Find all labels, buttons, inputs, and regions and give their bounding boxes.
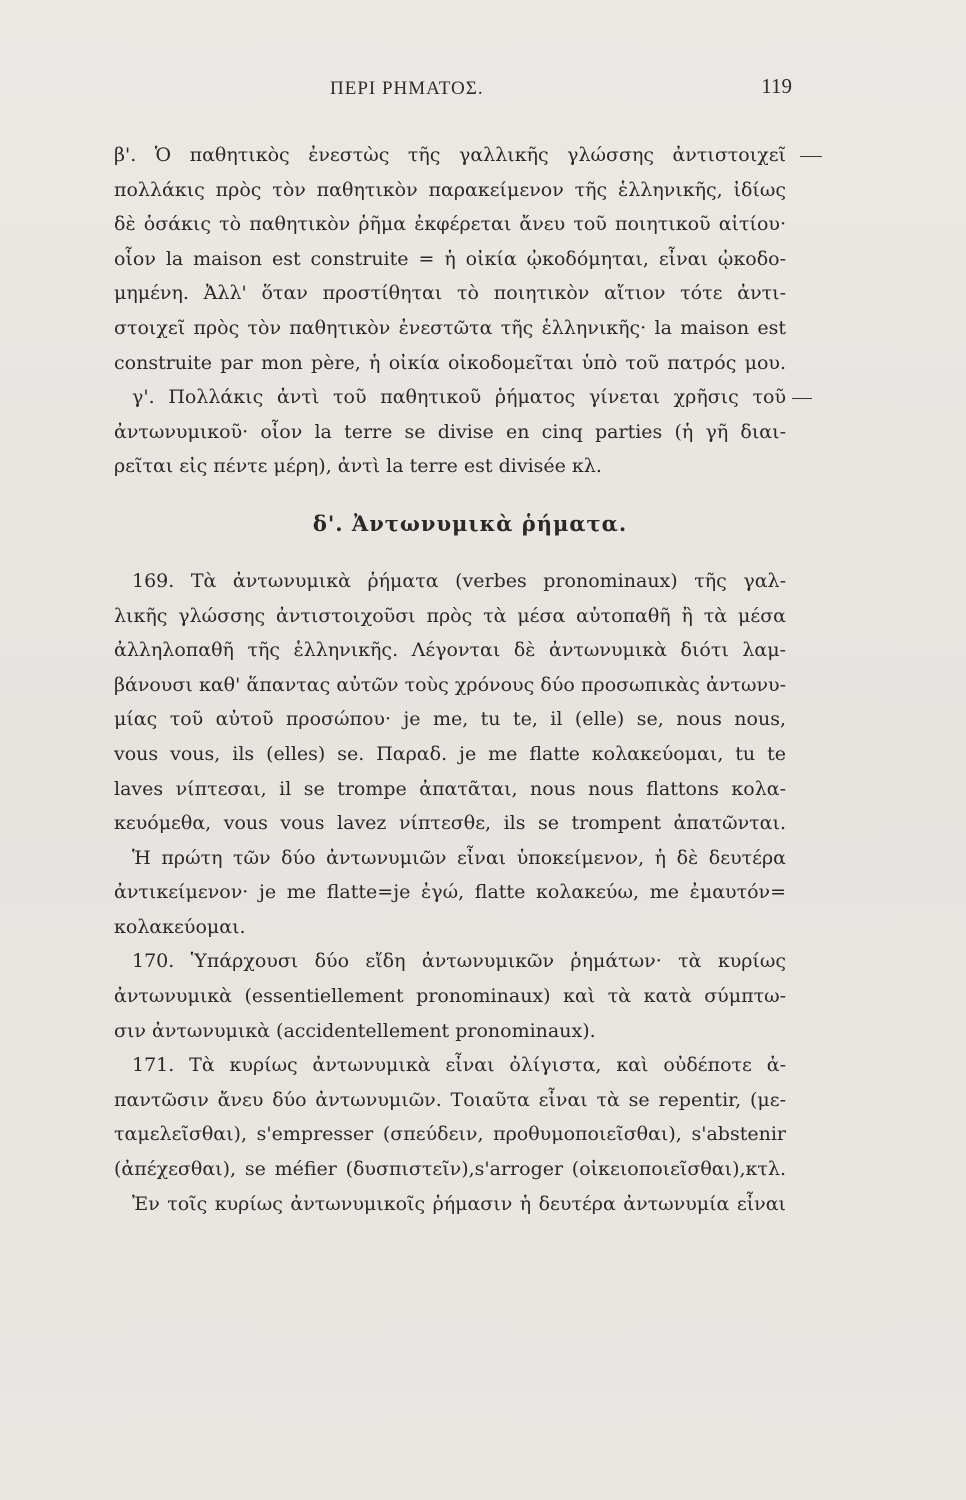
text-line: κευόμεθα, vous vous lavez νίπτεσθε, ils se trompent ἀπατῶνται. (114, 812, 786, 835)
text-line: Ἡ πρώτη τῶν δύο ἀντωνυμιῶν εἶναι ὑποκείμενον, ἡ δὲ δευτέρα (132, 846, 786, 869)
text-line: μίας τοῦ αὐτοῦ προσώπου· je me, tu te, il (elle) se, nous nous, (114, 708, 786, 731)
paragraph-169 (114, 564, 786, 945)
paragraph-b (114, 138, 786, 380)
text-line: (ἀπέχεσθαι), se méfier (δυσπιστεῖν),s'arroger (οἰκειοποιεῖσθαι),κτλ. (114, 1158, 786, 1181)
text-line: β'. Ὁ παθητικὸς ἐνεστὼς τῆς γαλλικῆς γλώσσης ἀντιστοιχεῖ (114, 144, 786, 166)
text-line: ρεῖται εἰς πέντε μέρη), ἀντὶ la terre est divisée κλ. (114, 455, 602, 478)
text-line: laves νίπτεσαι, il se trompe ἀπατᾶται, nous nous flattons κολα- (114, 777, 786, 800)
text-line: κολακεύομαι. (114, 915, 246, 938)
text-line: παντῶσιν ἄνευ δύο ἀντωνυμιῶν. Τοιαῦτα εἶναι τὰ se repentir, (με- (114, 1088, 786, 1111)
text-line: vous vous, ils (elles) se. Παραδ. je me flatte κολακεύομαι, tu te (114, 742, 786, 765)
paragraph-c (114, 380, 786, 484)
running-head (110, 70, 790, 110)
text-line: ταμελεῖσθαι), s'empresser (σπεύδειν, προθυμοποιεῖσθαι), s'abstenir (114, 1123, 786, 1146)
section-heading-text: δ'. Ἀντωνυμικὰ ῥήματα. (312, 510, 628, 536)
paragraph-171 (114, 1048, 786, 1221)
margin-mark (792, 398, 812, 399)
text-line: οἷον la maison est construite = ἡ οἰκία ᾠκοδόμηται, εἶναι ᾠκοδο- (114, 247, 786, 270)
text-line: λικῆς γλώσσης ἀντιστοιχοῦσι πρὸς τὰ μέσα αὐτοπαθῆ ἢ τὰ μέσα (114, 604, 786, 627)
text-line: πολλάκις πρὸς τὸν παθητικὸν παρακείμενον τῆς ἑλληνικῆς, ἰδίως (114, 178, 786, 201)
text-line: γ'. Πολλάκις ἀντὶ τοῦ παθητικοῦ ῥήματος γίνεται χρῆσις τοῦ (132, 386, 786, 409)
margin-mark (800, 156, 822, 157)
running-title: ΠΕΡΙ ΡΗΜΑΤΟΣ. (330, 78, 484, 99)
text-line: 170. Ὑπάρχουσι δύο εἴδη ἀντωνυμικῶν ῥημάτων· τὰ κυρίως (132, 950, 786, 973)
text-line: ἀλληλοπαθῆ τῆς ἑλληνικῆς. Λέγονται δὲ ἀντωνυμικὰ διότι λαμ- (114, 639, 786, 662)
text-line: 169. Τὰ ἀντωνυμικὰ ῥήματα (verbes pronominaux) τῆς γαλ- (132, 569, 786, 592)
text-line: ἀντωνυμικὰ (essentiellement pronominaux) καὶ τὰ κατὰ σύμπτω- (114, 985, 786, 1008)
paragraph-170 (114, 944, 786, 1048)
text-line: Ἐν τοῖς κυρίως ἀντωνυμικοῖς ῥήμασιν ἡ δευτέρα ἀντωνυμία εἶναι (132, 1192, 786, 1215)
text-line: μημένη. Ἀλλ' ὅταν προστίθηται τὸ ποιητικὸν αἴτιον τότε ἀντι- (114, 282, 786, 305)
text-line: δὲ ὁσάκις τὸ παθητικὸν ῥῆμα ἐκφέρεται ἄνευ τοῦ ποιητικοῦ αἰτίου· (114, 213, 786, 236)
body-text (114, 138, 786, 1221)
text-line: ἀντικείμενον· je me flatte=je ἐγώ, flatte κολακεύω, me ἐμαυτόν= (114, 881, 786, 904)
text-line: σιν ἀντωνυμικὰ (accidentellement pronominaux). (114, 1019, 596, 1042)
text-line: construite par mon père, ἡ οἰκία οἰκοδομεῖται ὑπὸ τοῦ πατρός μου. (114, 351, 786, 374)
page-number: 119 (761, 74, 792, 98)
text-line: στοιχεῖ πρὸς τὸν παθητικὸν ἐνεστῶτα τῆς ἑλληνικῆς· la maison est (114, 316, 786, 339)
text-line: 171. Τὰ κυρίως ἀντωνυμικὰ εἶναι ὀλίγιστα, καὶ οὐδέποτε ἀ- (132, 1054, 786, 1077)
section-heading (114, 484, 786, 564)
text-line: ἀντωνυμικοῦ· οἷον la terre se divise en cinq parties (ἡ γῆ διαι- (114, 420, 786, 443)
text-line: βάνουσι καθ' ἅπαντας αὐτῶν τοὺς χρόνους δύο προσωπικὰς ἀντωνυ- (114, 673, 786, 696)
